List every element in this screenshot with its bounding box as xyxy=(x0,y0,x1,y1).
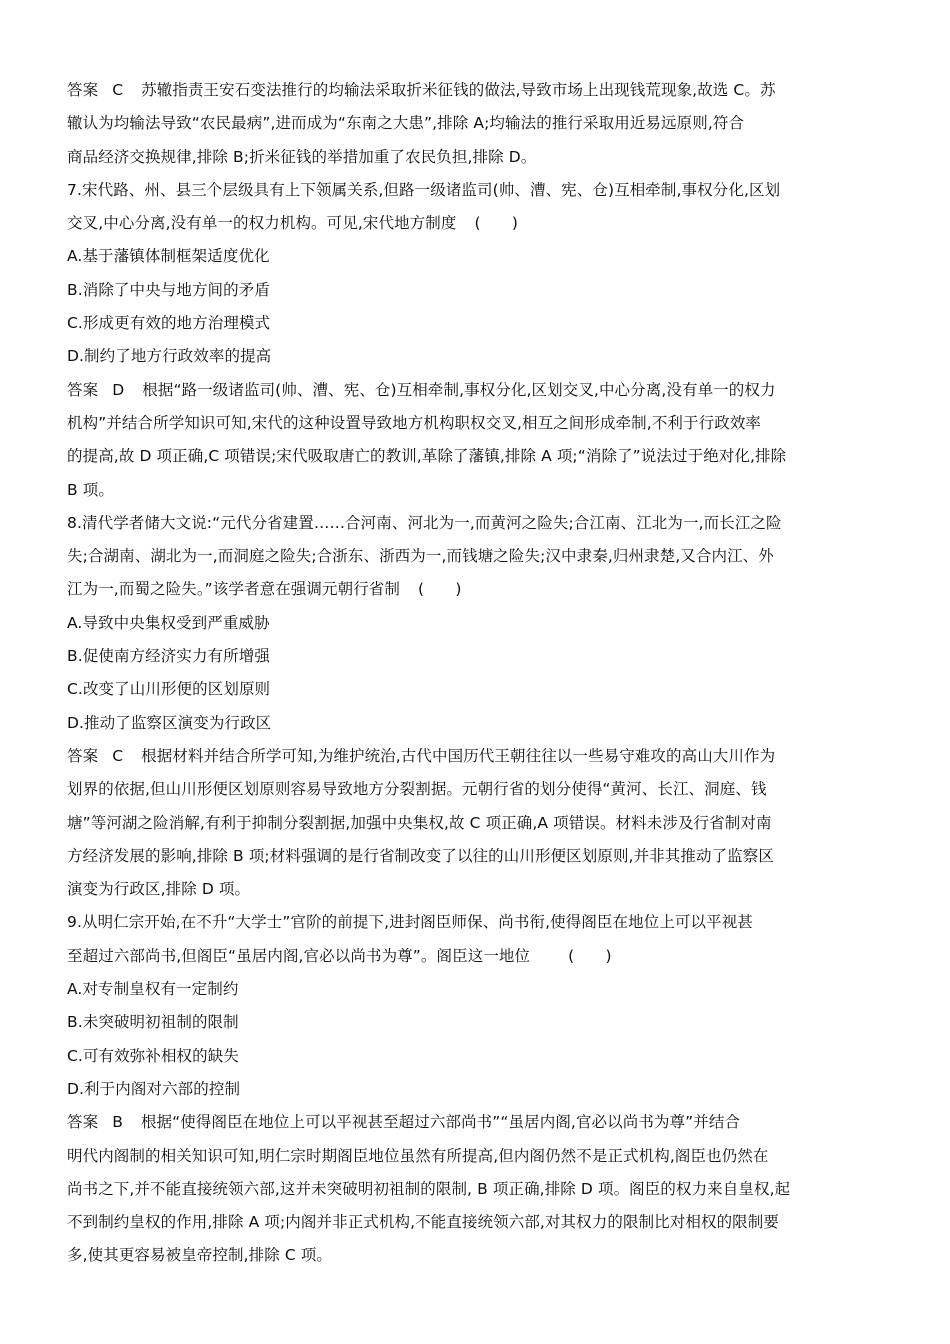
question-stem: 7.宋代路、州、县三个层级具有上下领属关系,但路一级诸监司(帅、漕、宪、仓)互相牵制,事权分化,区划 xyxy=(67,180,781,199)
answer-text: 尚书之下,并不能直接统领六部,这并未突破明初祖制的限制, B 项正确,排除 D 项。阁臣的权力来自皇权,起 xyxy=(67,1179,791,1198)
option-d: D.利于内阁对六部的控制 xyxy=(67,1079,241,1098)
option-a: A.对专制皇权有一定制约 xyxy=(67,980,239,999)
answer-letter: B xyxy=(112,1113,123,1132)
answer-blank: ( ) xyxy=(418,580,462,599)
question-block-8 xyxy=(67,507,882,740)
option-a: A.基于藩镇体制框架适度优化 xyxy=(67,247,270,266)
document-page xyxy=(67,74,882,1273)
answer-text: 明代内阁制的相关知识可知,明仁宗时期阁臣地位虽然有所提高,但内阁仍然不是正式机构,阁臣也仍然在 xyxy=(67,1146,769,1165)
answer-letter: C xyxy=(112,81,124,99)
question-stem xyxy=(67,207,882,240)
answer-line xyxy=(67,1106,882,1139)
answer-line xyxy=(67,740,882,773)
option-a: A.导致中央集权受到严重威胁 xyxy=(67,613,270,632)
question-stem: 失;合湖南、湖北为一,而洞庭之险失;合浙东、浙西为一,而钱塘之险失;汉中隶秦,归州隶楚,又合内江、外 xyxy=(67,547,774,566)
answer-letter: C xyxy=(112,746,124,765)
answer-label: 答案 xyxy=(67,746,99,765)
option-c: C.形成更有效的地方治理模式 xyxy=(67,314,271,333)
answer-text: 的提高,故 D 项正确,C 项错误;宋代吸取唐亡的教训,革除了藩镇,排除 A 项;“消除了”说法过于绝对化,排除 xyxy=(67,447,787,466)
answer-text: 苏辙指责王安石变法推行的均输法采取折米征钱的做法,导致市场上出现钱荒现象,故选 C。苏 xyxy=(141,81,776,99)
answer-block xyxy=(67,74,882,174)
answer-text: 商品经济交换规律,排除 B;折米征钱的举措加重了农民负担,排除 D。 xyxy=(67,147,537,166)
answer-text: 划界的依据,但山川形便区划原则容易导致地方分裂割据。元朝行省的划分使得“黄河、长江、洞庭、钱 xyxy=(67,780,767,799)
question-block-9 xyxy=(67,906,882,1106)
answer-text: 方经济发展的影响,排除 B 项;材料强调的是行省制改变了以往的山川形便区划原则,并非其推动了监察区 xyxy=(67,846,774,865)
answer-text: 根据“路一级诸监司(帅、漕、宪、仓)互相牵制,事权分化,区划交叉,中心分离,没有单一的权力 xyxy=(142,380,776,399)
answer-text: 根据“使得阁臣在地位上可以平视甚至超过六部尚书”“虽居内阁,官必以尚书为尊”并结合 xyxy=(140,1113,741,1132)
answer-text: 不到制约皇权的作用,排除 A 项;内阁并非正式机构,不能直接统领六部,对其权力的限制比对相权的限制要 xyxy=(67,1213,779,1232)
answer-block xyxy=(67,740,882,906)
answer-text: B 项。 xyxy=(67,480,114,499)
answer-text: 机构”并结合所学知识可知,宋代的这种设置导致地方机构职权交叉,相互之间形成牵制,不利于行政效率 xyxy=(67,413,762,432)
answer-text: 根据材料并结合所学可知,为维护统治,古代中国历代王朝往往以一些易守难攻的高山大川作为 xyxy=(141,746,776,765)
answer-line xyxy=(67,374,882,407)
answer-blank: ( ) xyxy=(474,214,518,233)
answer-block xyxy=(67,374,882,507)
answer-block xyxy=(67,1106,882,1272)
answer-text: 辙认为均输法导致“农民最病”,进而成为“东南之大患”,排除 A;均输法的推行采取用近易远原则,符合 xyxy=(67,114,745,133)
option-b: B.消除了中央与地方间的矛盾 xyxy=(67,280,270,299)
answer-blank: ( ) xyxy=(568,946,612,965)
answer-line xyxy=(67,74,882,107)
question-stem xyxy=(67,573,882,606)
question-block-7 xyxy=(67,174,882,374)
option-b: B.促使南方经济实力有所增强 xyxy=(67,647,270,666)
question-stem: 8.清代学者储大文说:“元代分省建置……合河南、河北为一,而黄河之险失;合江南、江北为一,而长江之险 xyxy=(67,513,782,532)
option-d: D.制约了地方行政效率的提高 xyxy=(67,347,272,366)
answer-label: 答案 xyxy=(67,81,99,99)
answer-label: 答案 xyxy=(67,1113,99,1132)
answer-label: 答案 xyxy=(67,380,99,399)
answer-letter: D xyxy=(112,380,125,399)
answer-text: 演变为行政区,排除 D 项。 xyxy=(67,880,251,899)
answer-text: 塘”等河湖之险消解,有利于抑制分裂割据,加强中央集权,故 C 项正确,A 项错误。材料未涉及行省制对南 xyxy=(67,813,772,832)
option-c: C.改变了山川形便的区划原则 xyxy=(67,680,271,699)
question-stem-text: 江为一,而蜀之险失。”该学者意在强调元朝行省制 xyxy=(67,580,401,599)
answer-text: 多,使其更容易被皇帝控制,排除 C 项。 xyxy=(67,1246,333,1265)
question-stem: 9.从明仁宗开始,在不升“大学士”官阶的前提下,进封阁臣师保、尚书衔,使得阁臣在地位上可以平视甚 xyxy=(67,913,753,932)
option-b: B.未突破明初祖制的限制 xyxy=(67,1013,239,1032)
option-c: C.可有效弥补相权的缺失 xyxy=(67,1046,239,1065)
option-d: D.推动了监察区演变为行政区 xyxy=(67,713,272,732)
question-stem-text: 交叉,中心分离,没有单一的权力机构。可见,宋代地方制度 xyxy=(67,214,457,233)
question-stem xyxy=(67,940,882,973)
question-stem-text: 至超过六部尚书,但阁臣“虽居内阁,官必以尚书为尊”。阁臣这一地位 xyxy=(67,946,531,965)
